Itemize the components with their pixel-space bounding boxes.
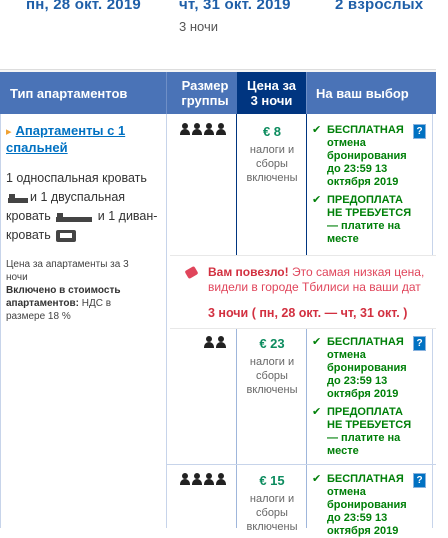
price-amount: € 23	[259, 336, 285, 351]
expand-arrow-icon: ▸	[6, 126, 12, 138]
checkin-date: пн, 28 окт. 2019	[26, 0, 141, 13]
lucky-nights: 3 ночи ( пн, 28 окт. — чт, 31 окт. )	[208, 306, 408, 320]
grid-line	[166, 114, 167, 528]
sofa-bed-icon	[56, 230, 76, 242]
tax-note: налоги и сборы включены	[246, 356, 298, 396]
person-icon	[180, 123, 190, 135]
grid-line	[236, 114, 237, 255]
double-bed-icon	[56, 212, 92, 222]
group-size-4	[180, 473, 226, 485]
no-prepayment: ✔ ПРЕДОПЛАТА НЕ ТРЕБУЕТСЯ — платите на месте	[312, 194, 412, 246]
apartment-name-link[interactable]: ▸ Апартаменты с 1 спальней	[6, 123, 126, 155]
single-bed-icon	[8, 193, 28, 203]
price-note: Цена за апартаменты за 3 ночи Включено в стоимость апартаментов: НДС в размере 18 %	[6, 259, 129, 322]
grid-line	[0, 114, 1, 528]
person-icon	[192, 473, 202, 485]
person-icon	[204, 473, 214, 485]
price-tag-icon	[184, 266, 198, 279]
header-apartment-type: Тип апартаментов	[10, 85, 128, 101]
person-icon	[180, 473, 190, 485]
info-icon[interactable]: ?	[413, 336, 426, 351]
person-icon	[216, 336, 226, 348]
bed-configuration: 1 односпальная кровать и 1 двуспальная кровать и 1 диван- кровать	[6, 171, 158, 242]
checkout-cell[interactable]	[179, 0, 291, 34]
price-amount: € 15	[259, 473, 285, 488]
nights-count: 3 ночи	[179, 19, 218, 34]
price-cell	[238, 473, 306, 534]
grid-line	[306, 114, 307, 255]
info-icon[interactable]: ?	[413, 473, 426, 488]
lucky-banner: Вам повезло! Это самая низкая цена, видели в городе Тбилиси на ваши дат 3 ночи ( пн, 28 окт. — чт, 31 окт. )	[170, 255, 436, 329]
free-cancellation: ✔ БЕСПЛАТНАЯ отмена бронирования до 23:59 13 октября 2019	[312, 473, 412, 538]
checkin-cell[interactable]	[26, 0, 141, 13]
no-prepayment: ✔ ПРЕДОПЛАТА НЕ ТРЕБУЕТСЯ — платите на месте	[312, 406, 412, 458]
choice-cell	[312, 124, 412, 246]
tax-note: налоги и сборы включены	[246, 493, 298, 533]
choice-cell	[312, 336, 412, 458]
free-cancellation: ✔ БЕСПЛАТНАЯ отмена бронирования до 23:59 13 октября 2019	[312, 124, 412, 189]
choice-cell	[312, 473, 412, 538]
header-your-choice: На ваш выбор	[316, 85, 409, 101]
price-amount: € 8	[262, 124, 282, 139]
header-price[interactable]: Цена за 3 ночи	[237, 72, 306, 114]
person-icon	[204, 123, 214, 135]
group-size-2	[204, 336, 226, 348]
guests-count: 2 взрослых	[335, 0, 424, 13]
person-icon	[204, 336, 214, 348]
price-cell	[238, 336, 306, 397]
search-summary	[0, 0, 436, 70]
checkout-date: чт, 31 окт. 2019	[179, 0, 291, 13]
grid-line	[236, 329, 237, 528]
info-icon[interactable]: ?	[413, 124, 426, 139]
person-icon	[216, 123, 226, 135]
grid-line	[166, 464, 436, 465]
lucky-title: Вам повезло!	[208, 265, 289, 279]
header-group-size: Размер группы	[181, 78, 229, 108]
person-icon	[192, 123, 202, 135]
grid-line	[306, 329, 307, 528]
person-icon	[216, 473, 226, 485]
group-size-4	[180, 123, 226, 135]
tax-note: налоги и сборы включены	[246, 144, 298, 184]
table-header	[0, 72, 436, 114]
guests-cell[interactable]	[335, 0, 423, 13]
price-cell	[238, 124, 306, 185]
free-cancellation: ✔ БЕСПЛАТНАЯ отмена бронирования до 23:59 13 октября 2019	[312, 336, 412, 401]
